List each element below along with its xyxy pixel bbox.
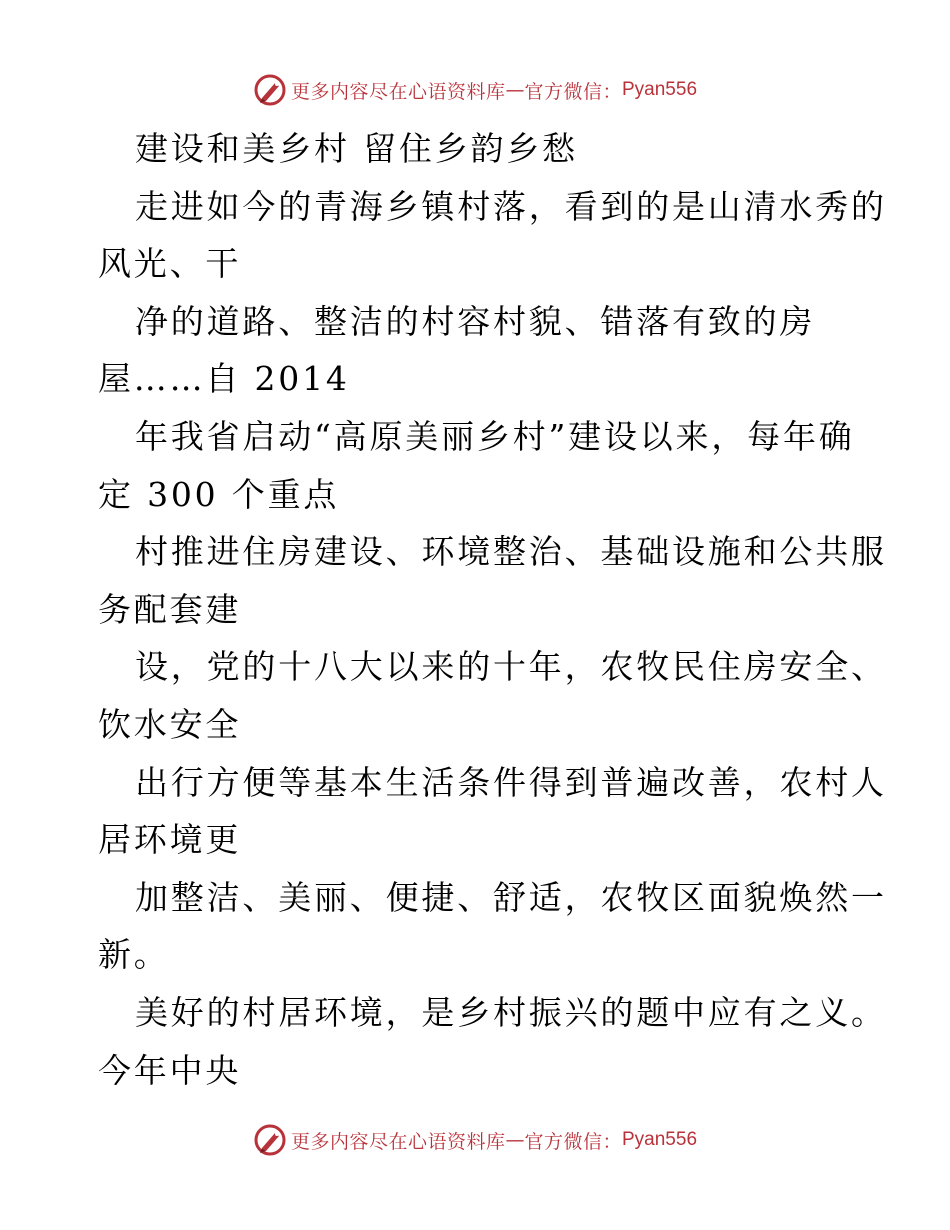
text-line: 屋……自 2014 (98, 359, 350, 399)
footer-watermark (0, 1120, 950, 1160)
watermark-contact: 官方微信： (524, 80, 622, 103)
watermark-text: 更多内容尽在心语资料库 (290, 80, 506, 103)
text-line: 设，党的十八大以来的十年，农牧民住房安全、 (135, 647, 887, 687)
header-watermark (0, 70, 950, 110)
text-line: 建设和美乡村 留住乡韵乡愁 (135, 129, 578, 168)
document-body (98, 120, 887, 1099)
text-line: 务配套建 (98, 589, 242, 629)
text-line: 美好的村居环境，是乡村振兴的题中应有之义。 (135, 992, 887, 1032)
text-line: 村推进住房建设、环境整治、基础设施和公共服 (135, 532, 887, 572)
watermark-wechat: Pyan556 (622, 1129, 698, 1150)
text-line: 走进如今的青海乡镇村落，看到的是山清水秀的 (135, 186, 887, 226)
watermark-separator: — (505, 79, 525, 101)
text-line: 定 300 个重点 (98, 474, 340, 514)
pen-logo-icon (253, 73, 287, 107)
text-line: 出行方便等基本生活条件得到普遍改善，农村人 (135, 762, 887, 802)
text-line: 加整洁、美丽、便捷、舒适，农牧区面貌焕然一 (135, 877, 887, 917)
pen-logo-icon (253, 1123, 287, 1157)
watermark-wechat: Pyan556 (622, 79, 698, 100)
watermark-text: 更多内容尽在心语资料库 (290, 1130, 506, 1153)
text-line: 新。 (98, 935, 170, 975)
watermark-contact: 官方微信： (524, 1130, 622, 1153)
watermark-separator: — (505, 1129, 525, 1151)
text-line: 居环境更 (98, 820, 242, 860)
text-line: 净的道路、整洁的村容村貌、错落有致的房 (135, 301, 816, 341)
text-line: 年我省启动“高原美丽乡村”建设以来，每年确 (135, 416, 855, 456)
text-line: 饮水安全 (98, 704, 242, 744)
text-line: 今年中央 (98, 1050, 242, 1090)
text-line: 风光、干 (98, 244, 242, 284)
